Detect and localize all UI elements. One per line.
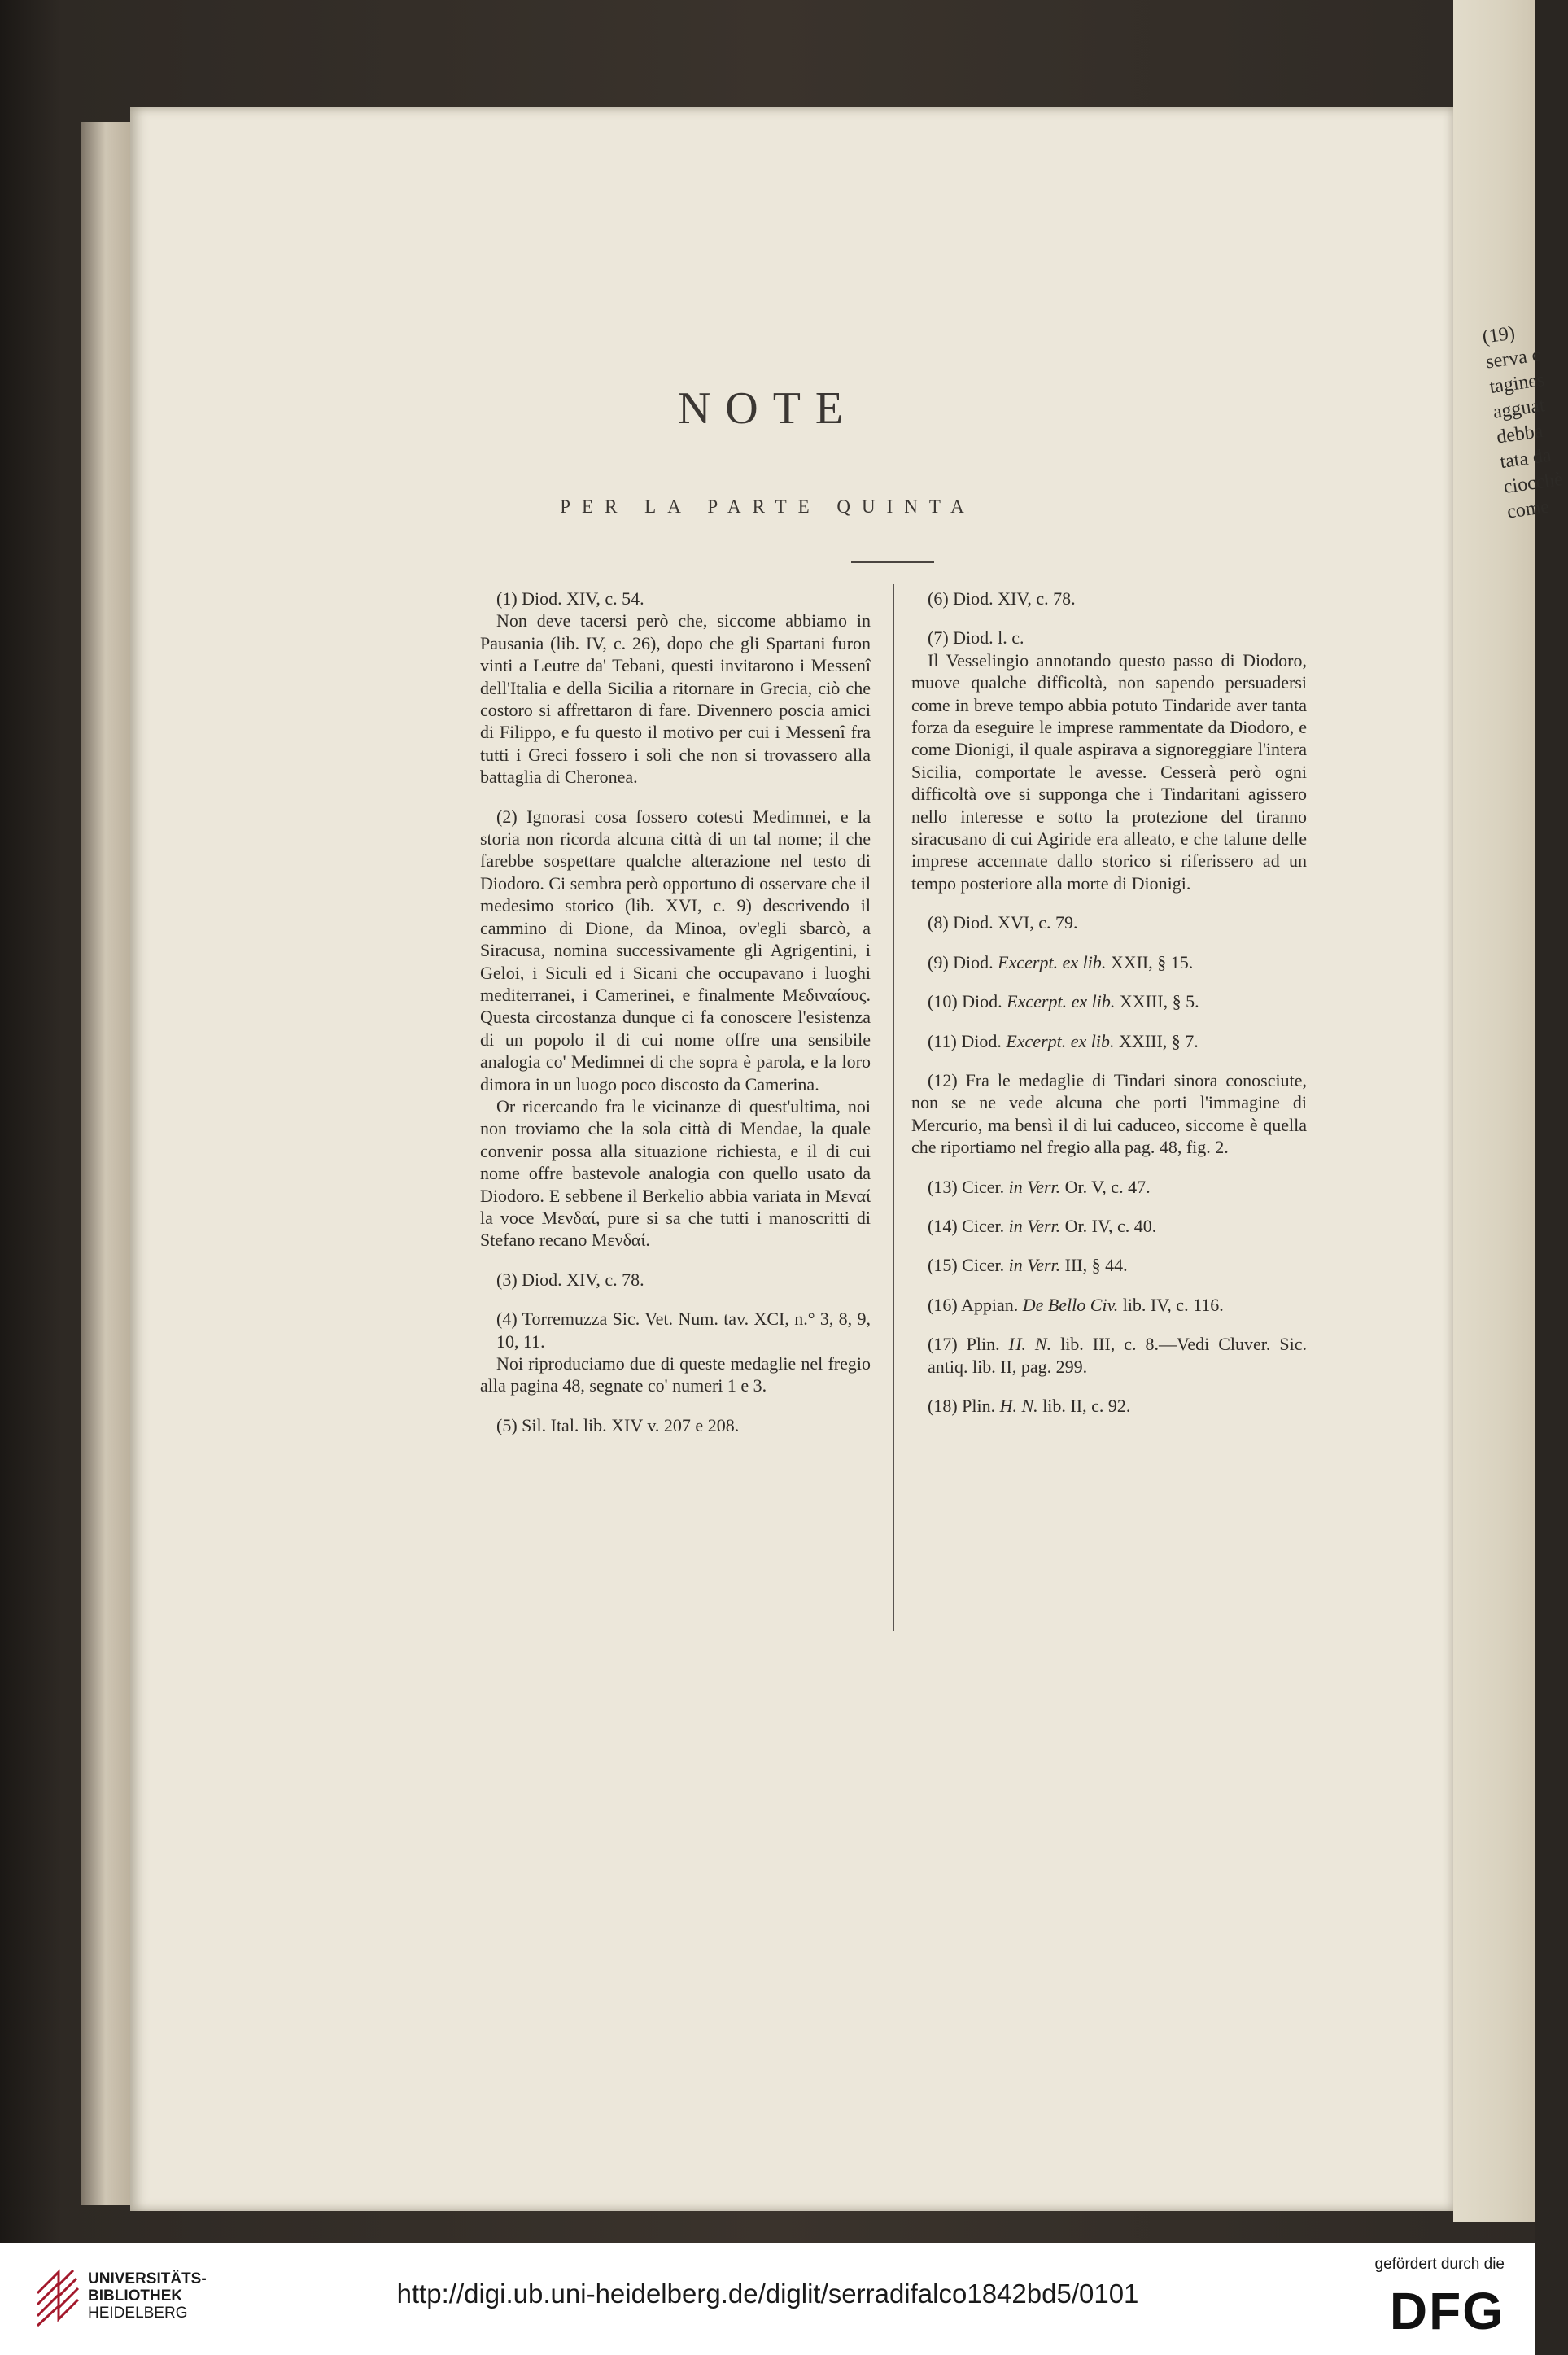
ref-post: Or. IV, c. 40.	[1060, 1215, 1157, 1236]
ref-post: Or. V, c. 47.	[1060, 1176, 1151, 1197]
note-3	[480, 1269, 871, 1291]
note-15	[911, 1254, 1307, 1276]
note-ref	[911, 951, 1307, 973]
note-10	[911, 990, 1307, 1012]
dfg-logo[interactable]: DFG	[1389, 2282, 1505, 2340]
note-14	[911, 1215, 1307, 1237]
note-5	[480, 1414, 871, 1436]
note-18	[911, 1395, 1307, 1417]
note-2	[480, 806, 871, 1252]
note-8	[911, 911, 1307, 933]
ref-italic: Excerpt. ex lib.	[1007, 991, 1116, 1012]
page-subtitle: PER LA PARTE QUINTA	[560, 496, 976, 517]
ref-italic: Excerpt. ex lib.	[1006, 1030, 1115, 1051]
library-line: BIBLIOTHEK	[88, 2287, 183, 2305]
ref-pre: (14) Cicer.	[928, 1215, 1009, 1236]
note-ref	[911, 1333, 1307, 1378]
margin-line: serva c	[1484, 344, 1542, 374]
margin-line: (19)	[1481, 322, 1517, 348]
note-ref: (3) Diod. XIV, c. 78.	[496, 1269, 644, 1290]
note-4	[480, 1308, 871, 1397]
ref-italic: in Verr.	[1008, 1176, 1061, 1197]
note-body: (2) Ignorasi cosa fossero cotesti Medimnei, e la storia non ricorda alcuna città di un tal nome; il che farebbe sospettare qualche alterazione nel testo di Diodoro. Ci sembra però opportuno di osservare che il medesimo storico (lib. XVI, c. 9) descrivendo il cammino di Dione, da Minoa, ov'egli sbarcò, a Siracusa, nomina successivamente gli Agrigentini, i Geloi, i Siculi ed i Sicani che occupavano i luoghi mediterranei, i Camerinei, e finalmente Μεδιναίους. Questa circostanza dunque ci fa conoscere l'esistenza di un popolo il di cui nome offre una sensibile analogia co' Medimnei di che sopra è parola, e la loro dimora in un luogo poco discosto da Camerina.	[480, 806, 871, 1094]
margin-line: ciocchè	[1502, 468, 1565, 498]
note-11	[911, 1030, 1307, 1052]
note-body: Il Vesselingio annotando questo passo di Diodoro, muove qualche difficoltà, non sapendo persuadersi come in breve tempo abbia potuto Tindaride aver tanta forza da eseguire le imprese rammentate da Diodoro, e come Dionigi, il quale aspirava a signoreggiare l'intera Sicilia, comportate le avesse. Cesserà però ogni difficoltà ove si supponga che i Tindaritani agissero nello interesse e sotto la protezione del tiranno siracusano di cui Agiride era alleato, e che talune delle imprese accennate dallo storico si riferissero ad un tempo posteriore alla morte di Dionigi.	[911, 649, 1307, 894]
right-column	[911, 588, 1307, 1434]
note-ref	[911, 990, 1307, 1012]
ref-post: lib. II, c. 92.	[1037, 1395, 1131, 1416]
library-line: UNIVERSITÄTS-	[88, 2270, 207, 2287]
note-body: Non deve tacersi però che, siccome abbiamo in Pausania (lib. IV, c. 26), dopo che gli Spartani furon vinti a Leutre da' Tebani, questi invitarono i Messenî dell'Italia e della Sicilia a ritornare in Grecia, ciò che costoro si affrettaron di fare. Divennero poscia amici di Filippo, e fu questo il motivo per cui i Messenî fra tutti i Greci fossero i soli che non si trovassero alla battaglia di Cheronea.	[480, 610, 871, 788]
ref-post: III, § 44.	[1060, 1255, 1128, 1276]
ref-post: lib. IV, c. 116.	[1118, 1294, 1224, 1315]
ref-italic: H. N.	[999, 1395, 1038, 1416]
ref-pre: (9) Diod.	[928, 951, 998, 972]
permalink-url[interactable]: http://digi.ub.uni-heidelberg.de/diglit/serradifalco1842bd5/0101	[396, 2279, 1139, 2309]
ref-pre: (11) Diod.	[928, 1030, 1007, 1051]
ref-post: XXII, § 15.	[1106, 951, 1194, 972]
note-ref	[911, 1176, 1307, 1198]
funding-label: gefördert durch die	[1374, 2256, 1505, 2273]
page-title: NOTE	[677, 383, 858, 434]
ref-pre: (18) Plin.	[928, 1395, 1000, 1416]
ref-post: XXIII, § 7.	[1114, 1030, 1199, 1051]
ref-italic: De Bello Civ.	[1022, 1294, 1119, 1315]
margin-line: debba	[1495, 420, 1544, 448]
note-ref: (8) Diod. XVI, c. 79.	[928, 912, 1078, 933]
column-divider	[893, 584, 894, 1631]
note-1	[480, 588, 871, 789]
note-ref	[911, 1294, 1307, 1316]
ref-post: lib. III, c. 8.—Vedi Cluver. Sic. antiq. lib. II, pag. 299.	[928, 1334, 1308, 1377]
note-9	[911, 951, 1307, 973]
note-17	[911, 1333, 1307, 1378]
library-line: HEIDELBERG	[88, 2305, 188, 2322]
note-ref: (5) Sil. Ital. lib. XIV v. 207 e 208.	[496, 1414, 740, 1435]
title-rule	[851, 561, 934, 563]
ref-italic: Excerpt. ex lib.	[998, 951, 1107, 972]
note-13	[911, 1176, 1307, 1198]
note-ref: (7) Diod. l. c.	[928, 627, 1024, 649]
ref-italic: H. N.	[1008, 1334, 1052, 1355]
ref-pre: (17) Plin.	[928, 1334, 1009, 1355]
book-page-edges	[81, 122, 135, 2205]
note-ref: (6) Diod. XIV, c. 78.	[928, 588, 1076, 609]
note-6	[911, 588, 1307, 610]
note-body: Noi riproduciamo due di queste medaglie nel fregio alla pagina 48, segnate co' numeri 1 e 3.	[480, 1353, 871, 1396]
note-ref	[911, 1395, 1307, 1417]
margin-line: come	[1505, 496, 1551, 523]
note-ref	[911, 1215, 1307, 1237]
note-continuation: Or ricercando fra le vicinanze di quest'ultima, noi non troviamo che la sola città di Mendae, la quale convenir possa alla situazione richiesta, e il di cui nome offre bastevole analogia con quello usato da Diodoro. E sebbene il Berkelio abbia variata in Μεναί la voce Μενδαί, pure si sa che tutti i manoscritti di Stefano recano Μενδαί.	[480, 1095, 871, 1251]
note-16	[911, 1294, 1307, 1316]
note-ref: (1) Diod. XIV, c. 54.	[496, 588, 644, 609]
margin-line: tagines	[1487, 369, 1546, 399]
ref-pre: (15) Cicer.	[928, 1255, 1009, 1276]
note-12	[911, 1069, 1307, 1159]
ref-pre: (13) Cicer.	[928, 1176, 1009, 1197]
note-ref: (4) Torremuzza Sic. Vet. Num. tav. XCI, n.° 3, 8, 9, 10, 11.	[496, 1309, 871, 1352]
margin-line: tata da	[1498, 444, 1553, 474]
note-7	[911, 627, 1307, 894]
note-ref	[911, 1030, 1307, 1052]
ref-italic: in Verr.	[1008, 1215, 1061, 1236]
ref-post: XXIII, § 5.	[1115, 991, 1199, 1012]
margin-line: agguat	[1492, 395, 1547, 423]
ref-pre: (16) Appian.	[928, 1294, 1023, 1315]
note-ref	[911, 1254, 1307, 1276]
ref-pre: (10) Diod.	[928, 991, 1007, 1012]
ref-italic: in Verr.	[1008, 1255, 1061, 1276]
note-body: (12) Fra le medaglie di Tindari sinora conosciute, non se ne vede alcuna che porti l'immagine di Mercurio, ma bensì il di lui caduceo, siccome è quella che riportiamo nel fregio alla pag. 48, fig. 2.	[911, 1069, 1307, 1158]
left-column	[480, 588, 871, 1453]
